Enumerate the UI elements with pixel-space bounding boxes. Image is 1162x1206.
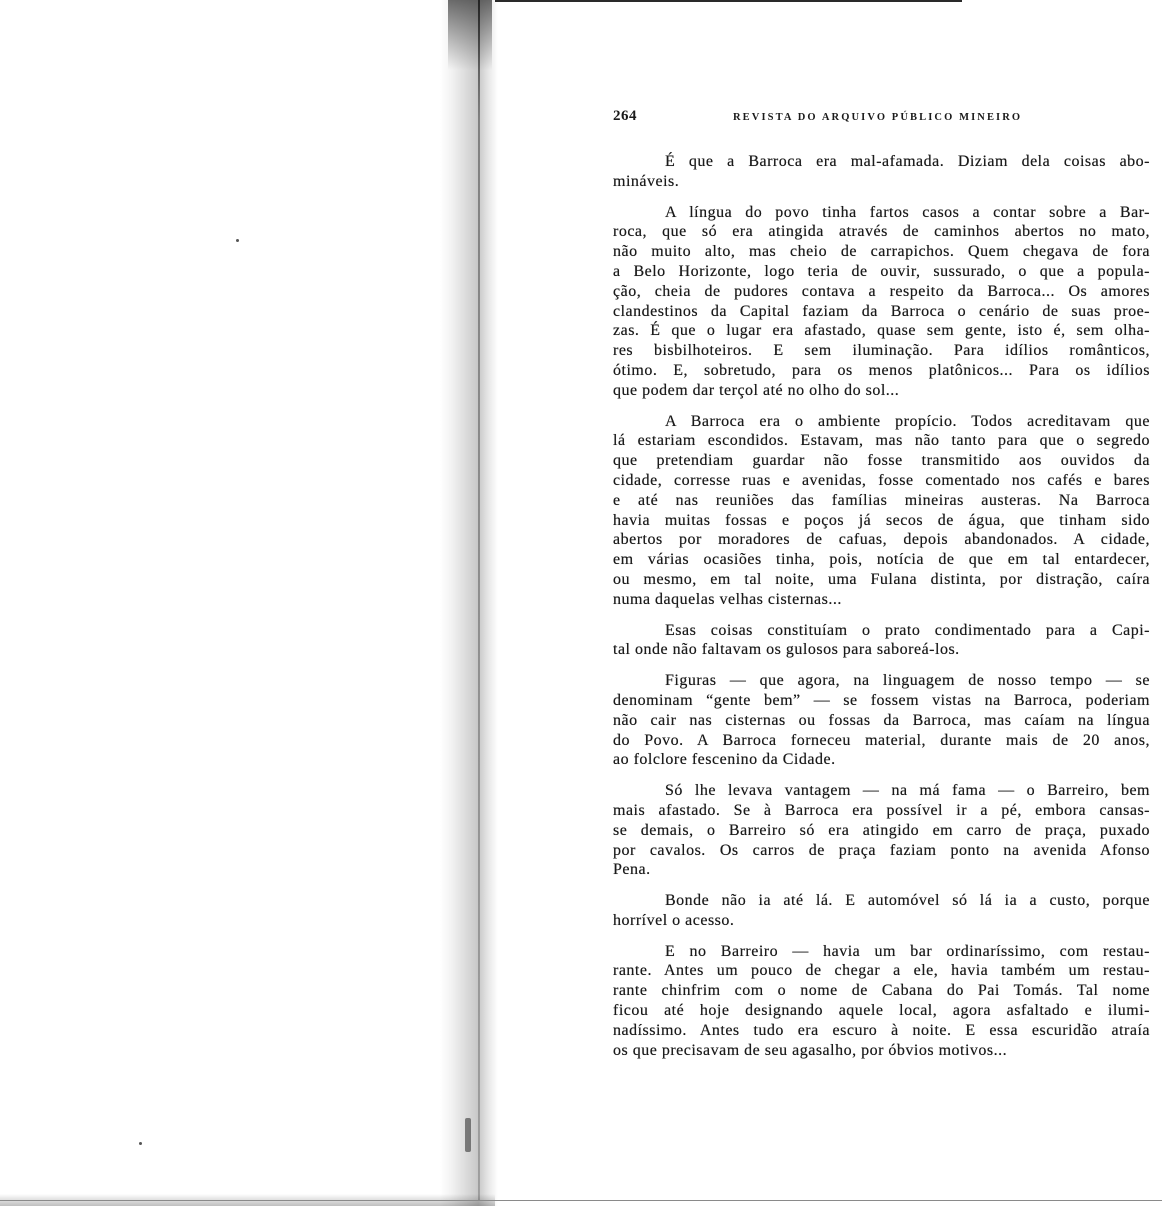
book-gutter-shadow (440, 0, 498, 1206)
paragraph (613, 621, 1150, 661)
text-line: não cair nas cisternas ou fossas da Barroca, mas caíam na língua (613, 711, 1150, 729)
paragraph (613, 152, 1150, 192)
text-line: clandestinos da Capital faziam da Barroca o cenário de suas proe- (613, 302, 1150, 320)
text-line: que pretendiam guardar não fosse transmitido aos ouvidos da (613, 452, 1150, 470)
paragraph (613, 891, 1150, 931)
text-line: que podem dar terçol até no olho do sol... (613, 381, 900, 399)
text-line: não muito alto, mas cheio de carrapichos. Quem chegava de fora (613, 243, 1150, 261)
text-line: e até nas reuniões das famílias mineiras austeras. Na Barroca (613, 491, 1150, 509)
text-line: É que a Barroca era mal-afamada. Diziam dela coisas abo- (665, 153, 1150, 170)
text-line: cidade, corresse ruas e avenidas, fosse comentado nos cafés e bares (613, 471, 1150, 489)
text-line: nadíssimo. Antes tudo era escuro à noite. E essa escuridão atraía (613, 1021, 1150, 1039)
text-line: rante chinfrim com o nome de Cabana do Pai Tomás. Tal nome (613, 982, 1150, 1000)
paragraph (613, 412, 1150, 610)
text-line: mináveis. (613, 172, 680, 190)
text-line: ção, cheia de pudores contava a respeito da Barroca... Os amores (613, 282, 1150, 300)
text-line: numa daquelas velhas cisternas... (613, 590, 842, 608)
paragraph (613, 671, 1150, 770)
text-line: em várias ocasiões tinha, pois, notícia de que em tal entardecer, (613, 551, 1150, 569)
text-line: os que precisavam de seu agasalho, por óbvios motivos... (613, 1041, 1008, 1059)
text-line: mais afastado. Se à Barroca era possível ir a pé, embora cansas- (613, 801, 1150, 819)
text-line: zas. É que o lugar era afastado, quase sem gente, isto é, sem olha- (613, 322, 1150, 340)
text-line: tal onde não faltavam os gulosos para saboreá-los. (613, 641, 960, 659)
text-line: roca, que só era atingida através de caminhos abertos no mato, (613, 223, 1150, 241)
text-line: Esas coisas constituíam o prato condimentado para a Capi- (665, 621, 1150, 639)
paragraph (613, 781, 1150, 880)
body-text (613, 152, 1150, 1071)
text-line: horrível o acesso. (613, 911, 735, 929)
text-line: A Barroca era o ambiente propício. Todos acreditavam que (665, 412, 1150, 430)
text-line: A língua do povo tinha fartos casos a contar sobre a Bar- (665, 203, 1150, 221)
text-line: Pena. (613, 861, 651, 879)
text-line: Bonde não ia até lá. E automóvel só lá ia a custo, porque (665, 892, 1150, 910)
text-line: denominam “gente bem” — se fossem vistas na Barroca, poderiam (613, 691, 1150, 709)
left-blank-page (0, 0, 495, 1206)
gutter-smudge (465, 1118, 471, 1152)
text-line: ou mesmo, em tal noite, uma Fulana distinta, por distração, caíra (613, 570, 1150, 588)
text-line: abertos por moradores de cafuas, depois abandonados. A cidade, (613, 531, 1150, 549)
scan-speck (139, 1142, 142, 1145)
text-line: ficou até hoje designando aquele local, agora asfaltado e ilumi- (613, 1002, 1150, 1020)
text-line: Figuras — que agora, na linguagem de nosso tempo — se (665, 672, 1150, 690)
text-line: res bisbilhoteiros. E sem iluminação. Para idílios românticos, (613, 342, 1150, 360)
paragraph (613, 942, 1150, 1061)
text-line: por cavalos. Os carros de praça faziam ponto na avenida Afonso (613, 841, 1150, 859)
running-header: REVISTA DO ARQUIVO PÚBLICO MINEIRO (733, 112, 1023, 123)
text-line: ao folclore fescenino da Cidade. (613, 751, 836, 769)
paragraph (613, 203, 1150, 401)
text-line: rante. Antes um pouco de chegar a ele, havia também um restau- (613, 962, 1150, 980)
text-line: havia muitas fossas e poços já secos de água, que tinham sido (613, 511, 1150, 529)
page-number: 264 (613, 108, 637, 124)
text-line: se demais, o Barreiro só era atingido em carro de praça, puxado (613, 821, 1150, 839)
text-line: lá estariam escondidos. Estavam, mas não tanto para que o segredo (613, 432, 1150, 450)
page-top-edge (495, 0, 962, 2)
spine-line (478, 0, 480, 1200)
text-line: do Povo. A Barroca forneceu material, durante mais de 20 anos, (613, 731, 1150, 749)
text-line: a Belo Horizonte, logo teria de ouvir, sussurado, o que a popula- (613, 262, 1150, 280)
scan-speck (236, 239, 239, 242)
text-line: ótimo. E, sobretudo, para os menos platônicos... Para os idílios (613, 361, 1150, 379)
text-line: Só lhe levava vantagem — na má fama — o Barreiro, bem (665, 782, 1150, 800)
page-bottom-edge (0, 1200, 1162, 1201)
gutter-top-shadow (448, 0, 492, 70)
text-line: E no Barreiro — havia um bar ordinaríssimo, com restau- (665, 942, 1150, 960)
